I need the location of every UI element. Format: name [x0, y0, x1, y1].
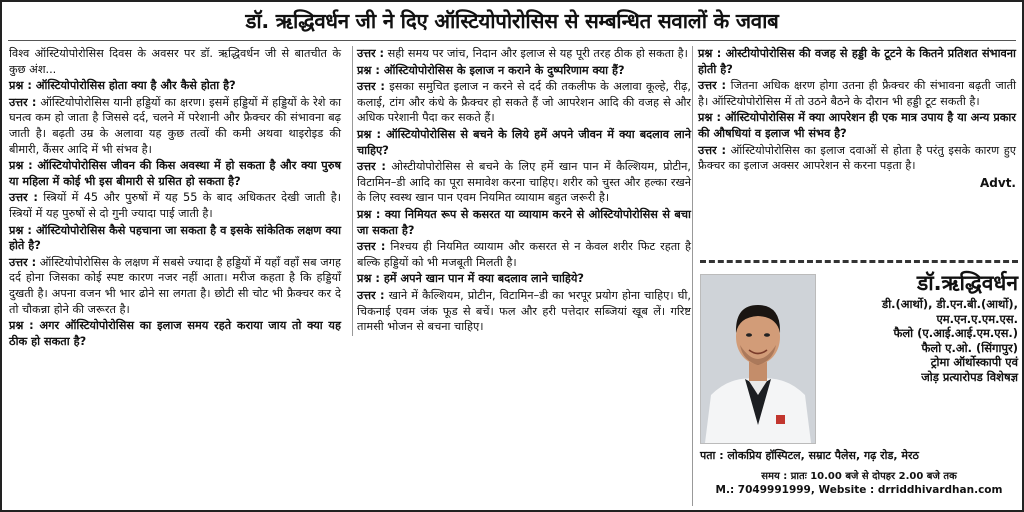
headline: डॉ. ऋद्धिवर्धन जी ने दिए ऑस्टियोपोरोसिस से सम्बन्धित सवालों के जवाब — [245, 9, 779, 33]
answer-5: उत्तर : इसका समुचित इलाज न करने से दर्द की तकलीफ के अलावा कूल्हे, रीढ़, कलाई, टांग और कंधे के फ्रैक्चर हो सकते हैं जो आपरेशन आदि की वजह से और अधिक परेशानी पैदा कर सकते हैं। — [357, 80, 691, 125]
answer-4: उत्तर : सही समय पर जांच, निदान और इलाज से यह पूरी तरह ठीक हो सकता है। — [357, 47, 688, 60]
column-3 — [698, 46, 1016, 191]
answer-9: उत्तर : जितना अधिक क्षरण होगा उतना ही फ्रैक्चर की संभावना बढ़ती जाती है। ऑस्टियोपोरोसिस में तो उठने बैठने के दौरान भी हड्डी टूट सकती है। — [698, 79, 1016, 108]
answer-6: उत्तर : ओस्टीयोपोरोसिस से बचने के लिए हमें खान पान में कैल्शियम, प्रोटीन, विटामिन–डी आदि का पूरा समावेश करना चाहिए। शरीर को चुस्त और हल्का रखने के लिए स्वस्थ खान पान एवम नियमित व्यायाम बहुत जरूरी है। — [357, 160, 691, 205]
column-1 — [9, 46, 341, 350]
column-divider — [692, 46, 693, 506]
doctor-portrait-icon — [701, 275, 815, 443]
answer-1: उत्तर : ऑस्टियोपोरोसिस यानी हड्डियों का क्षरण। इसमें हड्डियों में हड्डियों के रेशे का घनत्व कम हो जाता है जिससे दर्द, चलने में परेशानी और फ्रैक्चर की संभावना बढ़ जाती है। बढ़ती उम्र के अलावा यह कुछ तत्वों की कमी अथवा थाइरोइड की बीमारी, कैंसर आदि में भी संभव है। — [9, 95, 341, 156]
credential-line: फैलो (ए.आई.आई.एम.एस.) — [893, 326, 1018, 341]
question-8: प्रश्न : हमें अपने खान पान में क्या बदलाव लाने चाहिये? — [357, 272, 584, 286]
advt-label: Advt. — [980, 175, 1016, 190]
answer-10: उत्तर : ऑस्टियोपोरोसिस का इलाज दवाओं से होता है परंतु इसके कारण हुए फ्रैक्चर का इलाज अक्सर आपरेशन से करना पड़ता है। — [698, 143, 1017, 173]
credential-line: डी.(आर्थो), डी.एन.बी.(आर्थो), — [882, 297, 1018, 311]
doctor-name: डॉ.ऋद्धिवर्धन — [916, 271, 1018, 295]
clinic-timing: समय : प्रातः 10.00 बजे से दोपहर 2.00 बजे तक — [761, 471, 957, 482]
answer-7: उत्तर : निश्चय ही नियमित व्यायाम और कसरत से न केवल शरीर फिट रहता है बल्कि हड्डियों को भी मजबूती मिलती है। — [357, 240, 691, 269]
question-3: प्रश्न : ऑस्टियोपोरोसिस कैसे पहचाना जा सकता है व इसके सांकेतिक लक्षण क्या होते है? — [9, 223, 341, 253]
credential-line: एम.एन.ए.एम.एस. — [936, 311, 1018, 326]
column-2 — [352, 46, 691, 336]
dashed-separator — [700, 260, 1018, 263]
question-2: प्रश्न : ऑस्टियोपोरोसिस जीवन की किस अवस्था में हो सकता है और क्या पुरुष या महिला में कोई भी इस बीमारी से ग्रसित हो सकता है? — [9, 159, 341, 188]
contact-info: M.: 7049991999, Website : drriddhivardhan.com — [715, 484, 1003, 496]
doctor-photo — [700, 274, 816, 444]
question-4: प्रश्न : अगर ऑस्टियोपोरोसिस का इलाज समय रहते कराया जाय तो क्या यह ठीक हो सकता है? — [9, 319, 341, 348]
credential-line: जोड़ प्रत्यारोपड विशेषज्ञ — [921, 369, 1018, 384]
question-9: प्रश्न : ओस्टीयोपोरोसिस की वजह से हड्डी के टूटने के कितने प्रतिशत संभावना होती है? — [698, 47, 1016, 76]
question-5: प्रश्न : ऑस्टियोपोरोसिस के इलाज न कराने के दुष्परिणाम क्या हैं? — [357, 63, 625, 77]
doctor-bio — [817, 270, 1018, 385]
intro-text: विश्व ऑस्टियोपोरोसिस दिवस के अवसर पर डॉ. ऋद्धिवर्धन जी से बातचीत के कुछ अंश... — [9, 47, 341, 76]
credential-line: फैलो ए.ओ. (सिंगापुर) — [921, 340, 1018, 355]
question-7: प्रश्न : क्या निमियत रूप से कसरत या व्यायाम करने से ओस्टियोपोरोसिस से बचा जा सकता है? — [357, 207, 691, 237]
hospital-address: पता : लोकप्रिय हॉस्पिटल, सम्राट पैलेस, गढ़ रोड, मेरठ — [700, 449, 919, 462]
answer-8: उत्तर : खाने में कैल्शियम, प्रोटीन, विटामिन–डी का भरपूर प्रयोग होना चाहिए। घी, चिकनाई एवम जंक फूड से बचें। फल और हरी पत्तेदार सब्जियां खूब लें। गरिष्ट तामसी भोजन से बचना चाहिए। — [357, 288, 691, 334]
question-1: प्रश्न : ऑस्टियोपोरोसिस होता क्या है और कैसे होता है? — [9, 79, 236, 93]
question-6: प्रश्न : ऑस्टियोपोरोसिस से बचने के लिये हमें अपने जीवन में क्या बदलाव लाने चाहिए? — [357, 127, 691, 157]
question-10: प्रश्न : ऑस्टियोपोरोसिस में क्या आपरेशन ही एक मात्र उपाय है या अन्य प्रकार की औषधियां व इलाज भी संभव है? — [698, 111, 1016, 140]
credential-line: ट्रोमा ऑर्थोस्कापी एवं — [930, 355, 1018, 370]
headline-rule — [8, 40, 1016, 41]
answer-3: उत्तर : ऑस्टियोपोरोसिस के लक्षण में सबसे ज्यादा है हड्डियों में यहाँ वहाँ सब जगह दर्द होना जिसका कोई स्पष्ट कारण नजर नहीं आता। मरीज कहता है कि हड्डियाँ दुखती है। अपना वजन भी भार ढोने सा लगता है। छोटी सी चोट भी फ्रैक्चर कर दे तो चौकन्ना होने की जरूरत है। — [9, 255, 341, 316]
answer-2: उत्तर : स्त्रियों में 45 और पुरुषों में यह 55 के बाद अधिकतर देखी जाती है। स्त्रियों में यह पुरुषों से दो गुनी ज्यादा पाई जाती है। — [9, 191, 341, 220]
